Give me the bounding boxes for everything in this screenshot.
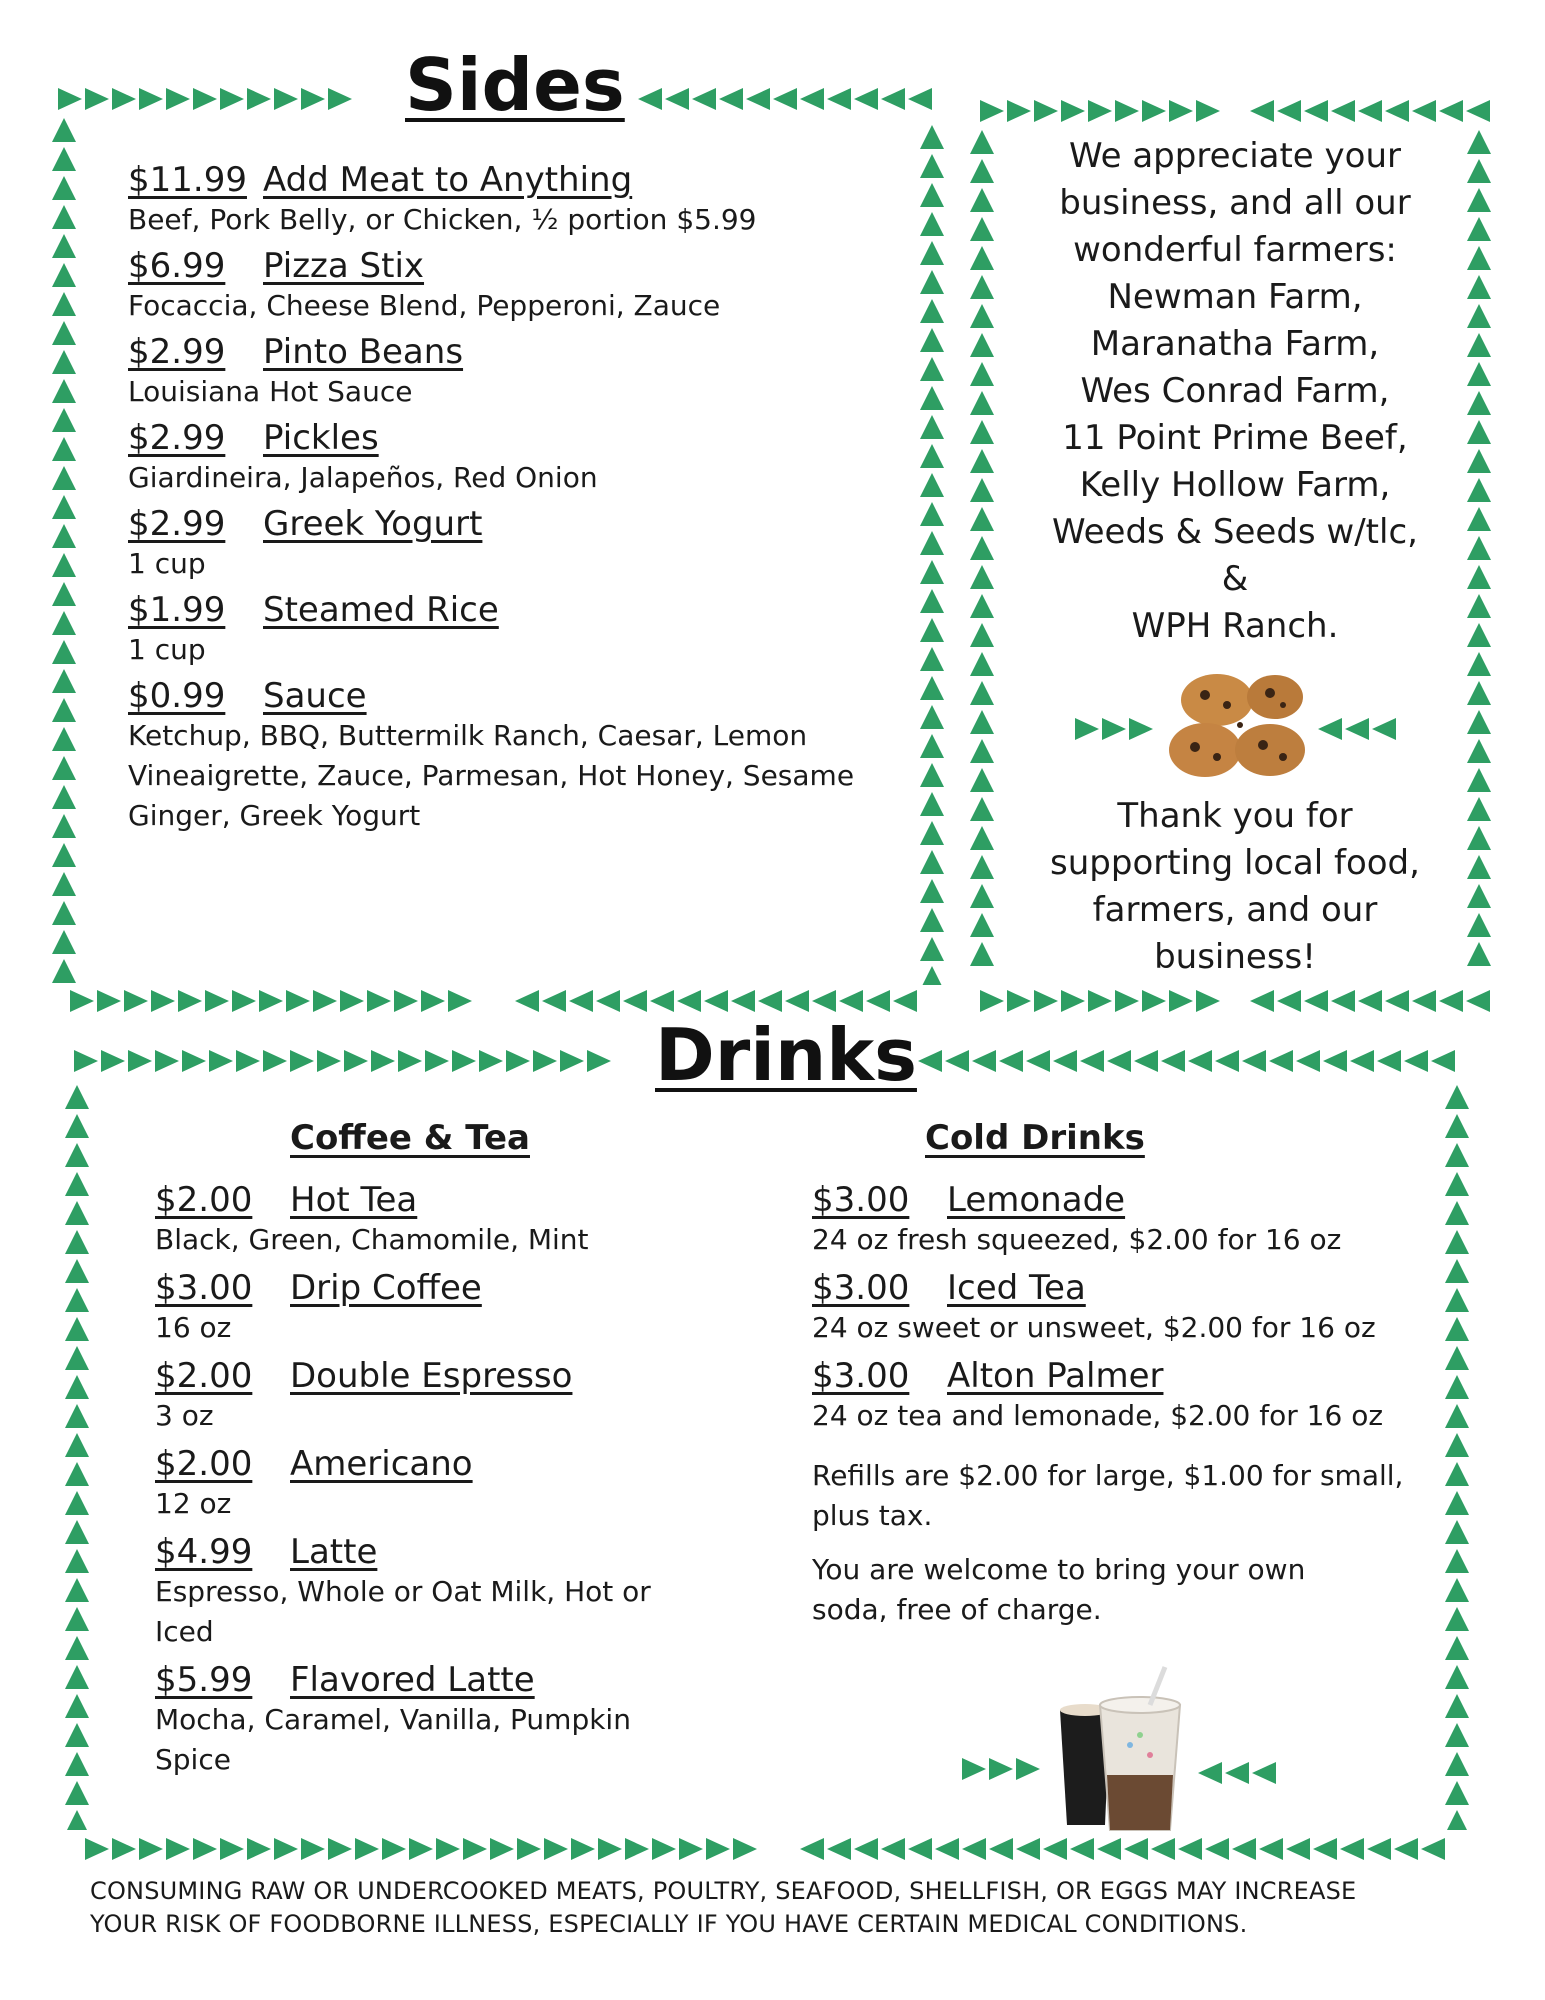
- item-description: 1 cup: [128, 547, 206, 580]
- farm-name: Weeds & Seeds w/tlc,: [1052, 512, 1418, 552]
- arrow-border-drinks-top-left: [74, 1050, 614, 1072]
- sides-item: [128, 504, 888, 584]
- arrow-border-drinks-right: [1445, 1085, 1469, 1830]
- arrow-border-drinks-left: [65, 1085, 89, 1830]
- arrow-border-bottom-right: [515, 990, 935, 1012]
- item-price: $0.99: [128, 676, 226, 716]
- coffee-item: [155, 1660, 715, 1780]
- farm-name: Wes Conrad Farm,: [1080, 371, 1390, 411]
- farm-name: WPH Ranch.: [1131, 606, 1339, 646]
- arrow-border-drinks-top-right: [918, 1050, 1466, 1072]
- item-name: Steamed Rice: [263, 590, 499, 630]
- item-name: Sauce: [263, 676, 367, 716]
- coffee-list: [155, 1180, 715, 1780]
- arrow-border-farm-top-left: [980, 100, 1225, 122]
- coffee-item: [155, 1268, 715, 1348]
- item-description: 12 oz: [155, 1487, 232, 1520]
- item-description: Ketchup, BBQ, Buttermilk Ranch, Caesar, Lemon Vineaigrette, Zauce, Parmesan, Hot Honey, Sesame Ginger, Greek Yogurt: [128, 719, 855, 832]
- appreciation-line: We appreciate your: [1069, 136, 1401, 176]
- item-description: Mocha, Caramel, Vanilla, Pumpkin Spice: [155, 1703, 631, 1776]
- cold-drinks-list: [812, 1180, 1432, 1630]
- farm-name: Newman Farm,: [1107, 277, 1363, 317]
- arrow-border-bottom-left: [70, 990, 490, 1012]
- item-price: $2.00: [155, 1180, 253, 1220]
- coffee-item: [155, 1532, 715, 1652]
- item-description: 24 oz tea and lemonade, $2.00 for 16 oz: [812, 1399, 1384, 1432]
- item-description: Beef, Pork Belly, or Chicken, ½ portion $5.99: [128, 203, 757, 236]
- item-description: 16 oz: [155, 1311, 232, 1344]
- farmers-appreciation: [1010, 133, 1460, 650]
- item-name: Americano: [290, 1444, 473, 1484]
- appreciation-line: wonderful farmers:: [1073, 230, 1397, 270]
- sides-list: [128, 160, 888, 836]
- coffee-item: [155, 1180, 715, 1260]
- item-price: $2.99: [128, 504, 226, 544]
- sides-item: [128, 332, 888, 412]
- sides-item: [128, 590, 888, 670]
- arrow-accent-drinks-left: [962, 1758, 1052, 1780]
- item-description: 1 cup: [128, 633, 206, 666]
- coffee-item: [155, 1356, 715, 1436]
- item-description: 24 oz sweet or unsweet, $2.00 for 16 oz: [812, 1311, 1376, 1344]
- sides-title: Sides: [405, 43, 625, 127]
- arrow-border-right: [920, 125, 944, 985]
- farm-name: 11 Point Prime Beef,: [1062, 418, 1408, 458]
- arrow-accent-cookies-right: [1318, 718, 1408, 740]
- arrow-border-top-left: [58, 88, 358, 110]
- item-name: Alton Palmer: [947, 1356, 1164, 1396]
- warning-line: CONSUMING RAW OR UNDERCOOKED MEATS, POULTRY, SEAFOOD, SHELLFISH, OR EGGS MAY INCREASE: [90, 1877, 1357, 1905]
- item-price: $2.99: [128, 332, 226, 372]
- coffee-item: [155, 1444, 715, 1524]
- item-name: Double Espresso: [290, 1356, 573, 1396]
- arrow-border-farm-right: [1467, 130, 1491, 985]
- item-price: $6.99: [128, 246, 226, 286]
- item-description: Focaccia, Cheese Blend, Pepperoni, Zauce: [128, 289, 721, 322]
- farm-name: &: [1221, 559, 1249, 599]
- item-name: Hot Tea: [290, 1180, 418, 1220]
- item-price: $2.99: [128, 418, 226, 458]
- item-price: $5.99: [155, 1660, 253, 1700]
- item-price: $1.99: [128, 590, 226, 630]
- thanks-line: supporting local food,: [1050, 843, 1420, 883]
- arrow-border-farm-left: [970, 130, 994, 985]
- item-name: Iced Tea: [947, 1268, 1086, 1308]
- arrow-border-top-right: [638, 88, 938, 110]
- arrow-accent-drinks-right: [1198, 1762, 1288, 1784]
- item-price: $4.99: [155, 1532, 253, 1572]
- thank-you-message: [1010, 793, 1460, 981]
- sides-item: [128, 418, 888, 498]
- item-price: $3.00: [812, 1180, 910, 1220]
- item-name: Drip Coffee: [290, 1268, 482, 1308]
- coffee-tea-heading: Coffee & Tea: [290, 1118, 530, 1158]
- arrow-accent-cookies-left: [1075, 718, 1165, 740]
- item-name: Pinto Beans: [263, 332, 464, 372]
- item-description: Louisiana Hot Sauce: [128, 375, 413, 408]
- item-price: $2.00: [155, 1356, 253, 1396]
- arrow-border-farm-top-right: [1250, 100, 1490, 122]
- item-name: Add Meat to Anything: [263, 160, 633, 200]
- item-price: $2.00: [155, 1444, 253, 1484]
- farm-name: Kelly Hollow Farm,: [1079, 465, 1391, 505]
- item-name: Greek Yogurt: [263, 504, 483, 544]
- refills-note: Refills are $2.00 for large, $1.00 for small, plus tax.: [812, 1459, 1404, 1532]
- cold-drinks-heading: Cold Drinks: [925, 1118, 1145, 1158]
- arrow-border-farm-bottom-left: [980, 990, 1225, 1012]
- item-price: $3.00: [812, 1268, 910, 1308]
- item-description: Giardineira, Jalapeños, Red Onion: [128, 461, 598, 494]
- item-name: Pizza Stix: [263, 246, 425, 286]
- cookies-image: [1165, 665, 1315, 785]
- arrow-border-farm-bottom-right: [1250, 990, 1490, 1012]
- item-price: $11.99: [128, 160, 247, 200]
- iced-coffee-image: [1055, 1665, 1195, 1835]
- cold-item: [812, 1180, 1432, 1260]
- thanks-line: farmers, and our: [1092, 890, 1378, 930]
- sides-item: [128, 246, 888, 326]
- byo-soda-note: You are welcome to bring your own soda, free of charge.: [812, 1553, 1306, 1626]
- thanks-line: Thank you for: [1117, 796, 1353, 836]
- item-price: $3.00: [812, 1356, 910, 1396]
- cold-item: [812, 1268, 1432, 1348]
- sides-item: [128, 676, 888, 836]
- appreciation-line: business, and all our: [1059, 183, 1411, 223]
- arrow-border-drinks-bottom-left: [85, 1838, 775, 1860]
- food-safety-warning: [90, 1875, 1510, 1941]
- item-name: Flavored Latte: [290, 1660, 535, 1700]
- drinks-title: Drinks: [655, 1013, 917, 1097]
- item-description: Black, Green, Chamomile, Mint: [155, 1223, 589, 1256]
- item-name: Pickles: [263, 418, 379, 458]
- arrow-border-left: [52, 118, 76, 988]
- item-description: 3 oz: [155, 1399, 214, 1432]
- arrow-border-drinks-bottom-right: [800, 1838, 1465, 1860]
- item-description: Espresso, Whole or Oat Milk, Hot or Iced: [155, 1575, 651, 1648]
- thanks-line: business!: [1154, 937, 1316, 977]
- item-description: 24 oz fresh squeezed, $2.00 for 16 oz: [812, 1223, 1342, 1256]
- cold-item: [812, 1356, 1432, 1436]
- farm-name: Maranatha Farm,: [1090, 324, 1380, 364]
- item-name: Lemonade: [947, 1180, 1126, 1220]
- item-price: $3.00: [155, 1268, 253, 1308]
- item-name: Latte: [290, 1532, 378, 1572]
- warning-line: YOUR RISK OF FOODBORNE ILLNESS, ESPECIALLY IF YOU HAVE CERTAIN MEDICAL CONDITIONS.: [90, 1910, 1248, 1938]
- sides-item: [128, 160, 888, 240]
